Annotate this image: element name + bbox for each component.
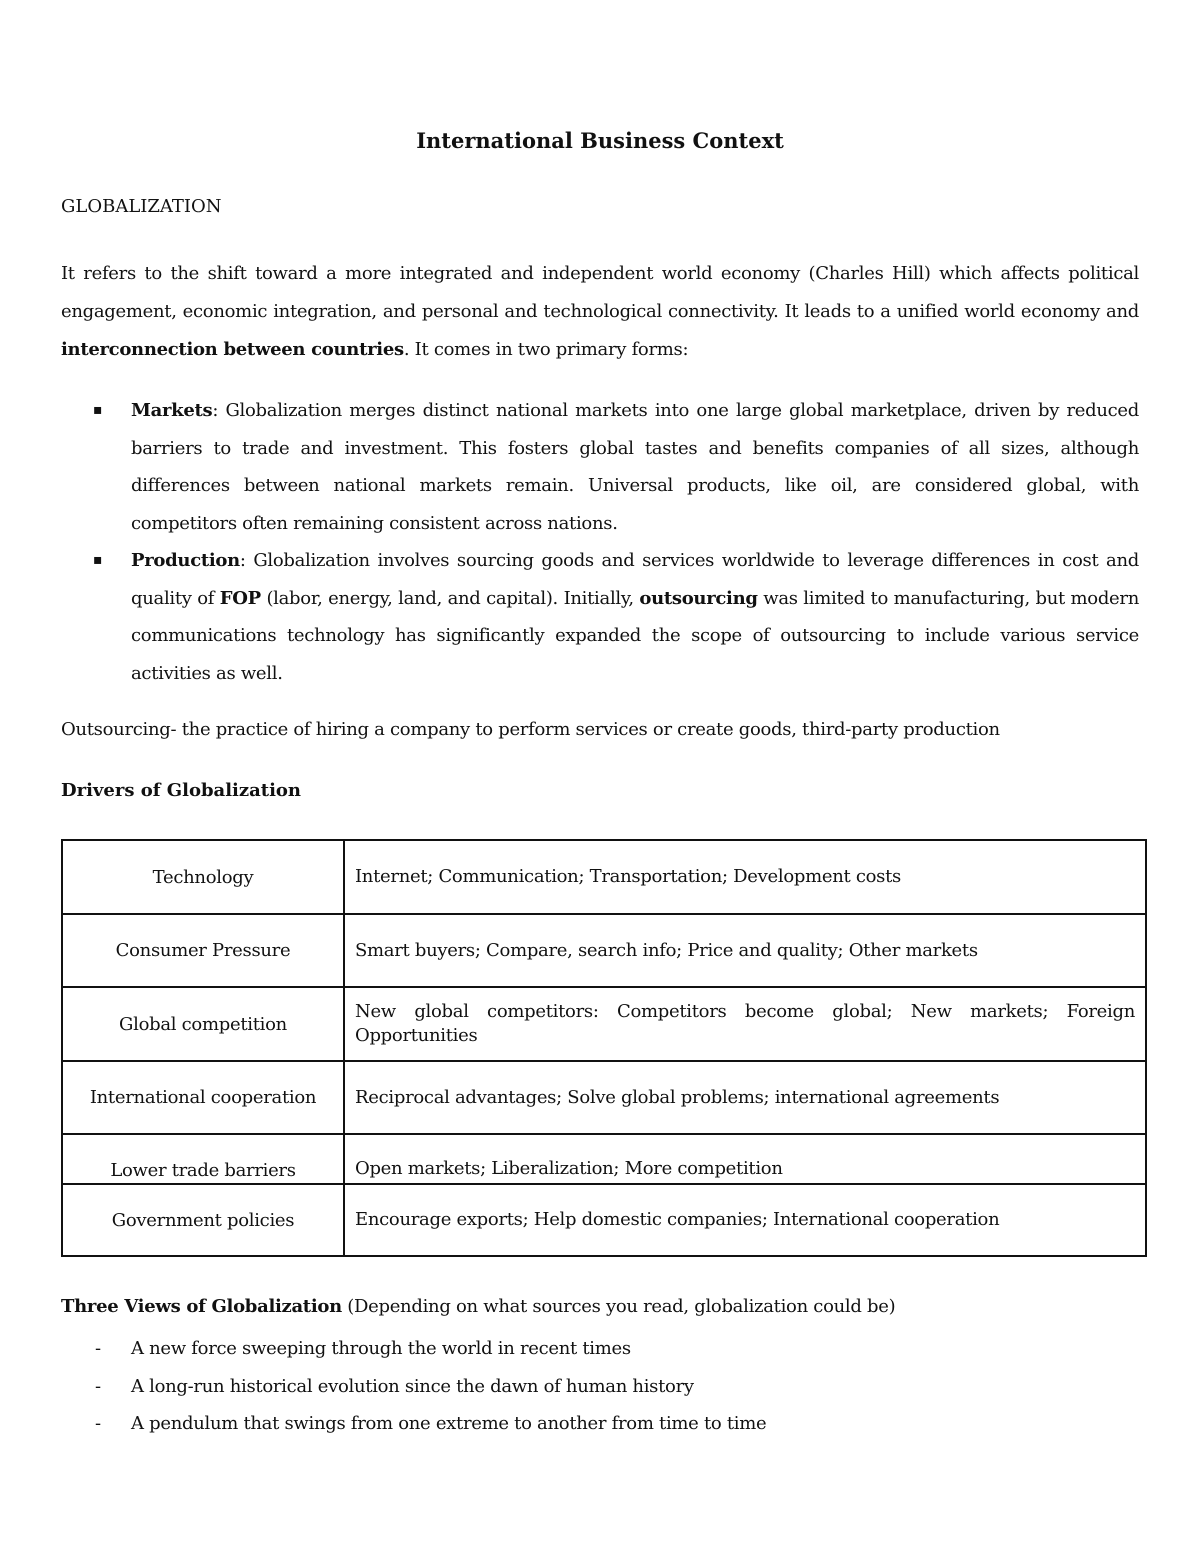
intro-text-2: . It comes in two primary forms: [403,339,689,360]
view-text: A new force sweeping through the world in recent times [131,1338,631,1359]
view-text: A pendulum that swings from one extreme to another from time to time [131,1413,767,1434]
driver-factor: Global competition [62,987,344,1061]
list-item [61,1368,766,1406]
dash-icon: - [95,1338,101,1359]
driver-description: New global competitors: Competitors become global; New markets; Foreign Opportunities [344,987,1146,1061]
driver-description: Internet; Communication; Transportation; Development costs [344,840,1146,914]
markets-text: : Globalization merges distinct national markets into one large global marketplace, driven by reduced barriers to trade and investment. This fosters global tastes and benefits companies of all sizes, although differences between national markets remain. Universal products, like oil, are considered global, with competitors often remaining consistent across nations. [131,400,1139,534]
driver-factor: International cooperation [62,1061,344,1134]
list-item [61,1330,766,1368]
table-row [62,914,1146,987]
globalization-definition [61,255,1139,369]
view-text: A long-run historical evolution since the dawn of human history [131,1375,694,1397]
production-label: Production [131,550,240,571]
production-fop: FOP [219,587,261,609]
table-row [62,840,1146,914]
driver-factor: Consumer Pressure [62,914,344,987]
driver-description: Open markets; Liberalization; More competition [344,1134,1146,1184]
production-text-2: (labor, energy, land, and capital). Initially, [260,587,640,609]
table-row [62,1061,1146,1134]
table-row [62,987,1146,1061]
bullet-icon: ▪ [93,552,103,568]
list-item [61,1405,766,1443]
driver-factor: Government policies [62,1184,344,1256]
list-item-production [61,542,1139,692]
production-text-3: was limited to manufacturing, but modern communications technology has significantly expanded the scope of outsourcing to include various service activities as well. [131,587,1139,684]
views-heading-bold: Three Views of Globalization [61,1296,342,1317]
driver-description: Encourage exports; Help domestic companies; International cooperation [344,1184,1146,1256]
outsourcing-definition: Outsourcing- the practice of hiring a company to perform services or create goods, third-party production [61,719,1000,740]
views-heading [61,1293,895,1321]
driver-factor: Lower trade barriers [62,1134,344,1184]
drivers-table [61,839,1147,1257]
drivers-heading: Drivers of Globalization [61,780,302,801]
markets-label: Markets [131,400,213,421]
driver-description: Reciprocal advantages; Solve global problems; international agreements [344,1061,1146,1134]
driver-description: Smart buyers; Compare, search info; Price and quality; Other markets [344,914,1146,987]
section-heading-globalization: GLOBALIZATION [61,196,222,217]
list-item-markets [61,392,1139,542]
globalization-forms-list [61,392,1139,692]
views-list [61,1330,766,1443]
intro-text-1: It refers to the shift toward a more integrated and independent world economy (Charles Hill) which affects political engagement, economic integration, and personal and technological connectivity. It leads to a unified world economy and [61,263,1139,322]
driver-factor: Technology [62,840,344,914]
dash-icon: - [95,1375,101,1397]
dash-icon: - [95,1413,101,1434]
bullet-icon: ▪ [93,402,103,418]
document-title: International Business Context [416,128,784,153]
intro-bold-interconnection: interconnection between countries [61,339,404,360]
views-heading-note: (Depending on what sources you read, globalization could be) [341,1296,896,1317]
production-text-1: : Globalization involves sourcing goods and services worldwide to leverage differences in cost and quality of [131,550,1139,609]
table-row [62,1134,1146,1184]
table-row [62,1184,1146,1256]
production-outsourcing: outsourcing [639,587,758,609]
